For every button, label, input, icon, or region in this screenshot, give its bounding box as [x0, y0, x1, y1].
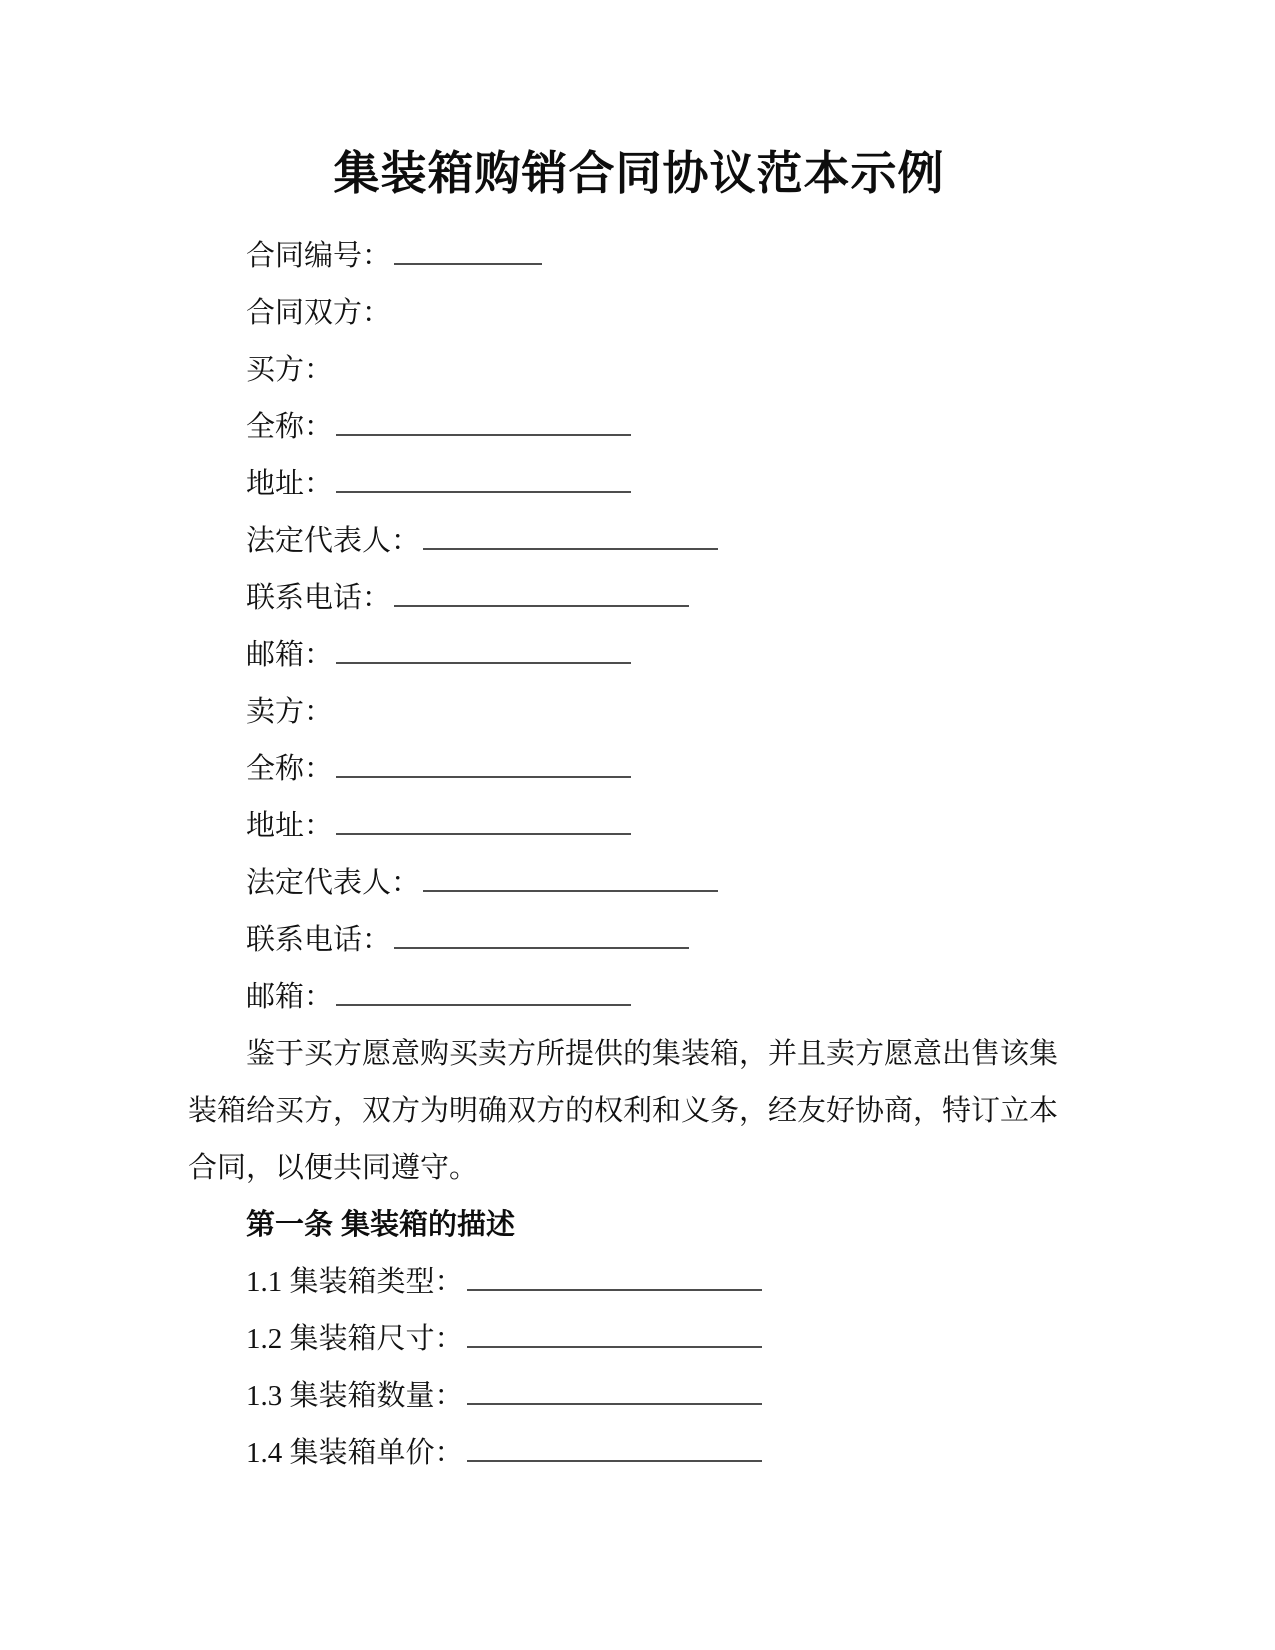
field-line-seller-email: [188, 969, 1060, 1026]
blank-underline: [467, 1403, 762, 1405]
field-line-buyer-email: [188, 627, 1060, 684]
item-line-container-unit-price: [188, 1425, 1060, 1482]
field-line-seller-legal-representative: [188, 855, 1060, 912]
field-line-seller-address: [188, 798, 1060, 855]
blank-underline: [336, 662, 631, 664]
document-content: [188, 140, 1060, 1482]
field-line-buyer-legal-representative: [188, 513, 1060, 570]
blank-underline: [394, 263, 542, 265]
field-label: 买方：: [246, 354, 334, 386]
field-line-buyer: [188, 342, 1060, 399]
field-label: 地址：: [246, 468, 334, 500]
field-label: 邮箱：: [246, 639, 334, 671]
field-line-buyer-full-name: [188, 399, 1060, 456]
field-line-buyer-address: [188, 456, 1060, 513]
blank-underline: [336, 776, 631, 778]
field-label: 卖方：: [246, 696, 334, 728]
field-line-seller: [188, 684, 1060, 741]
field-line-contract-parties: [188, 285, 1060, 342]
field-label: 邮箱：: [246, 981, 334, 1013]
field-label: 法定代表人：: [246, 525, 421, 557]
item-line-container-size: [188, 1311, 1060, 1368]
blank-underline: [467, 1346, 762, 1348]
field-label: 全称：: [246, 411, 334, 443]
blank-underline: [336, 434, 631, 436]
field-label: 合同编号：: [246, 240, 392, 272]
blank-underline: [467, 1460, 762, 1462]
field-label: 联系电话：: [246, 582, 392, 614]
item-label: 1.1 集装箱类型：: [246, 1266, 464, 1298]
blank-underline: [423, 890, 718, 892]
item-line-container-quantity: [188, 1368, 1060, 1425]
blank-underline: [336, 1004, 631, 1006]
preamble-line-1: 鉴于买方愿意购买卖方所提供的集装箱，并且卖方愿意出售该集: [246, 1038, 1059, 1070]
item-line-container-type: [188, 1254, 1060, 1311]
field-label: 合同双方：: [246, 297, 392, 329]
item-label: 1.3 集装箱数量：: [246, 1380, 464, 1412]
field-line-buyer-phone: [188, 570, 1060, 627]
item-label: 1.2 集装箱尺寸：: [246, 1323, 464, 1355]
item-label: 1.4 集装箱单价：: [246, 1437, 464, 1469]
field-label: 联系电话：: [246, 924, 392, 956]
section-1-heading: 第一条 集装箱的描述: [246, 1209, 516, 1241]
field-label: 全称：: [246, 753, 334, 785]
field-line-seller-phone: [188, 912, 1060, 969]
field-label: 地址：: [246, 810, 334, 842]
document-title: 集装箱购销合同协议范本示例: [333, 148, 945, 199]
field-line-seller-full-name: [188, 741, 1060, 798]
document-body: [188, 228, 1060, 1482]
blank-underline: [336, 491, 631, 493]
preamble-line-2: 装箱给买方，双方为明确双方的权利和义务，经友好协商，特订立本: [188, 1095, 1059, 1127]
preamble-line-3: 合同，以便共同遵守。: [188, 1152, 479, 1184]
field-label: 法定代表人：: [246, 867, 421, 899]
blank-underline: [336, 833, 631, 835]
blank-underline: [394, 605, 689, 607]
blank-underline: [394, 947, 689, 949]
blank-underline: [467, 1289, 762, 1291]
field-line-contract-number: [188, 228, 1060, 285]
blank-underline: [423, 548, 718, 550]
